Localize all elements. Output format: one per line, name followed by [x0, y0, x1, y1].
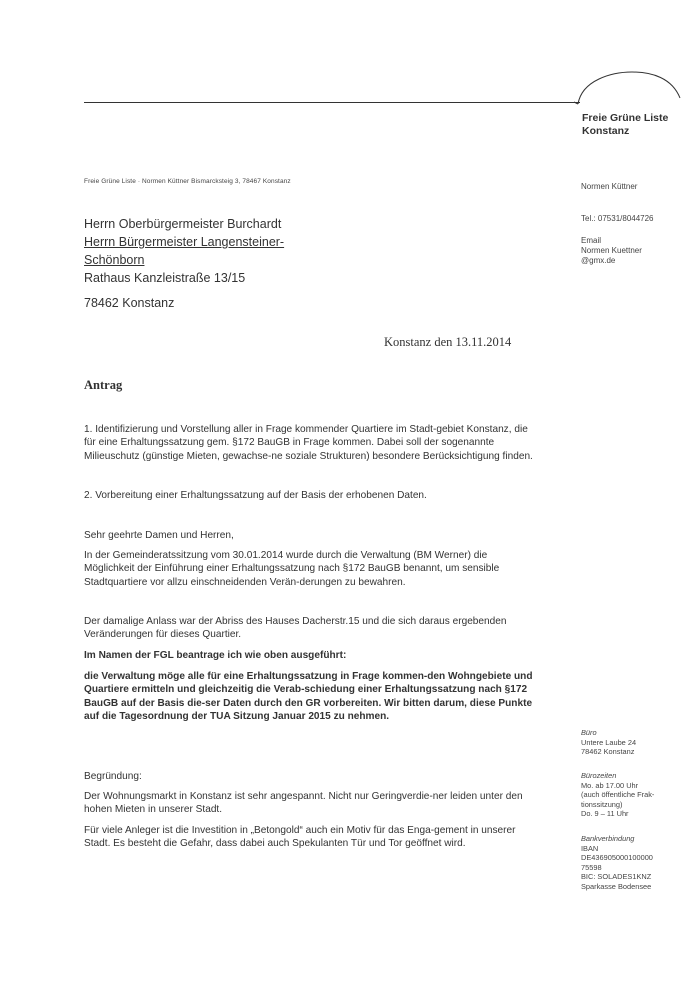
paragraph-1: In der Gemeinderatssitzung vom 30.01.2014 wurde durch die Verwaltung (BM Werner) die Möglichkeit der Einführung einer Erhaltungssatzung nach §172 BauGB benannt, um sensible Stadtquartiere vor allzu einschneidenden Verän-derungen zu bewahren. — [84, 550, 500, 588]
letterhead-arc-logo — [572, 68, 684, 108]
recipient-line4: Rathaus Kanzleistraße 13/15 — [84, 271, 246, 285]
recipient-line3: Schönborn — [84, 253, 145, 267]
recipient-address — [84, 215, 284, 287]
request-item-2: 2. Vorbereitung einer Erhaltungssatzung auf der Basis der erhobenen Daten. — [84, 490, 427, 501]
contact-phone: Tel.: 07531/8044726 — [581, 214, 654, 223]
contact-name: Normen Küttner — [581, 182, 638, 191]
bank-iban-2: 75598 — [581, 862, 602, 872]
bold-request: die Verwaltung möge alle für eine Erhaltungssatzung in Frage kommen-den Wohngebiete und Quartiere ermitteln und gleichzeitig die Verab-schiedung einer Erhaltungssatzung nach §172 BauGB auf der Basis die-ser Daten durch den GR vorbereiten. Wir bitten darum, diese Punkte auf die Tagesordnung der TUA Sitzung Januar 2015 zu nehmen. — [84, 671, 533, 722]
recipient-line2: Herrn Bürgermeister Langensteiner- — [84, 235, 285, 249]
paragraph-4: Für viele Anleger ist die Investition in „Betongold“ auch ein Motiv für das Enga-gement in unserer Stadt. Es besteht die Gefahr, dass dabei auch Spekulanten Tür und Tor geöffnet wird. — [84, 825, 516, 850]
sender-return-address: Freie Grüne Liste · Normen Küttner Bismarcksteig 3, 78467 Konstanz — [84, 178, 291, 185]
bold-intro: Im Namen der FGL beantrage ich wie oben ausgeführt: — [84, 650, 347, 661]
organization-name-line1: Freie Grüne Liste — [582, 112, 669, 124]
bank-label: Bankverbindung — [581, 834, 635, 843]
office-label: Büro — [581, 728, 597, 737]
hours-line3: tionssitzung) — [581, 799, 623, 809]
contact-email-line2: @gmx.de — [581, 256, 616, 265]
contact-email — [581, 236, 642, 266]
contact-email-label: Email — [581, 236, 602, 245]
letter-date: Konstanz den 13.11.2014 — [384, 335, 512, 349]
hours-label: Bürozeiten — [581, 771, 617, 780]
organization-name — [582, 112, 668, 138]
contact-email-line1: Normen Kuettner — [581, 246, 642, 255]
letterhead-rule — [84, 102, 580, 103]
office-info — [581, 728, 636, 757]
salutation: Sehr geehrte Damen und Herren, — [84, 530, 234, 541]
reason-heading: Begründung: — [84, 771, 142, 782]
organization-name-line2: Konstanz — [582, 125, 630, 137]
bank-iban-label: IBAN — [581, 843, 599, 853]
office-hours — [581, 771, 654, 819]
office-line2: 78462 Konstanz — [581, 747, 635, 757]
office-line1: Untere Laube 24 — [581, 737, 637, 747]
hours-line2: (auch öffentliche Frak- — [581, 790, 655, 800]
letter-subject: Antrag — [84, 378, 123, 392]
request-item-1: 1. Identifizierung und Vorstellung aller in Frage kommender Quartiere im Stadt-gebiet Konstanz, die für eine Erhaltungssatzung gem. §172 BauGB in Frage kommen. Dabei soll der sogenannte Milieuschutz (günstige Mieten, gewachse-ne soziale Strukturen) besondere Berücksichtigung finden. — [84, 424, 533, 462]
bank-details — [581, 834, 653, 892]
bank-iban-1: DE436905000100000 — [581, 853, 653, 863]
bank-bic: BIC: SOLADES1KNZ — [581, 872, 652, 882]
paragraph-2: Der damalige Anlass war der Abriss des Hauses Dacherstr.15 und die sich daraus ergebenden Veränderungen für dieses Quartier. — [84, 616, 507, 641]
hours-line1: Mo. ab 17.00 Uhr — [581, 780, 639, 790]
recipient-zip-city: 78462 Konstanz — [84, 296, 175, 310]
hours-line4: Do. 9 – 11 Uhr — [581, 809, 629, 819]
recipient-line1: Herrn Oberbürgermeister Burchardt — [84, 217, 282, 231]
bank-name: Sparkasse Bodensee — [581, 881, 652, 891]
paragraph-3: Der Wohnungsmarkt in Konstanz ist sehr angespannt. Nicht nur Geringverdie-ner leiden unter den hohen Mieten in unserer Stadt. — [84, 791, 523, 816]
